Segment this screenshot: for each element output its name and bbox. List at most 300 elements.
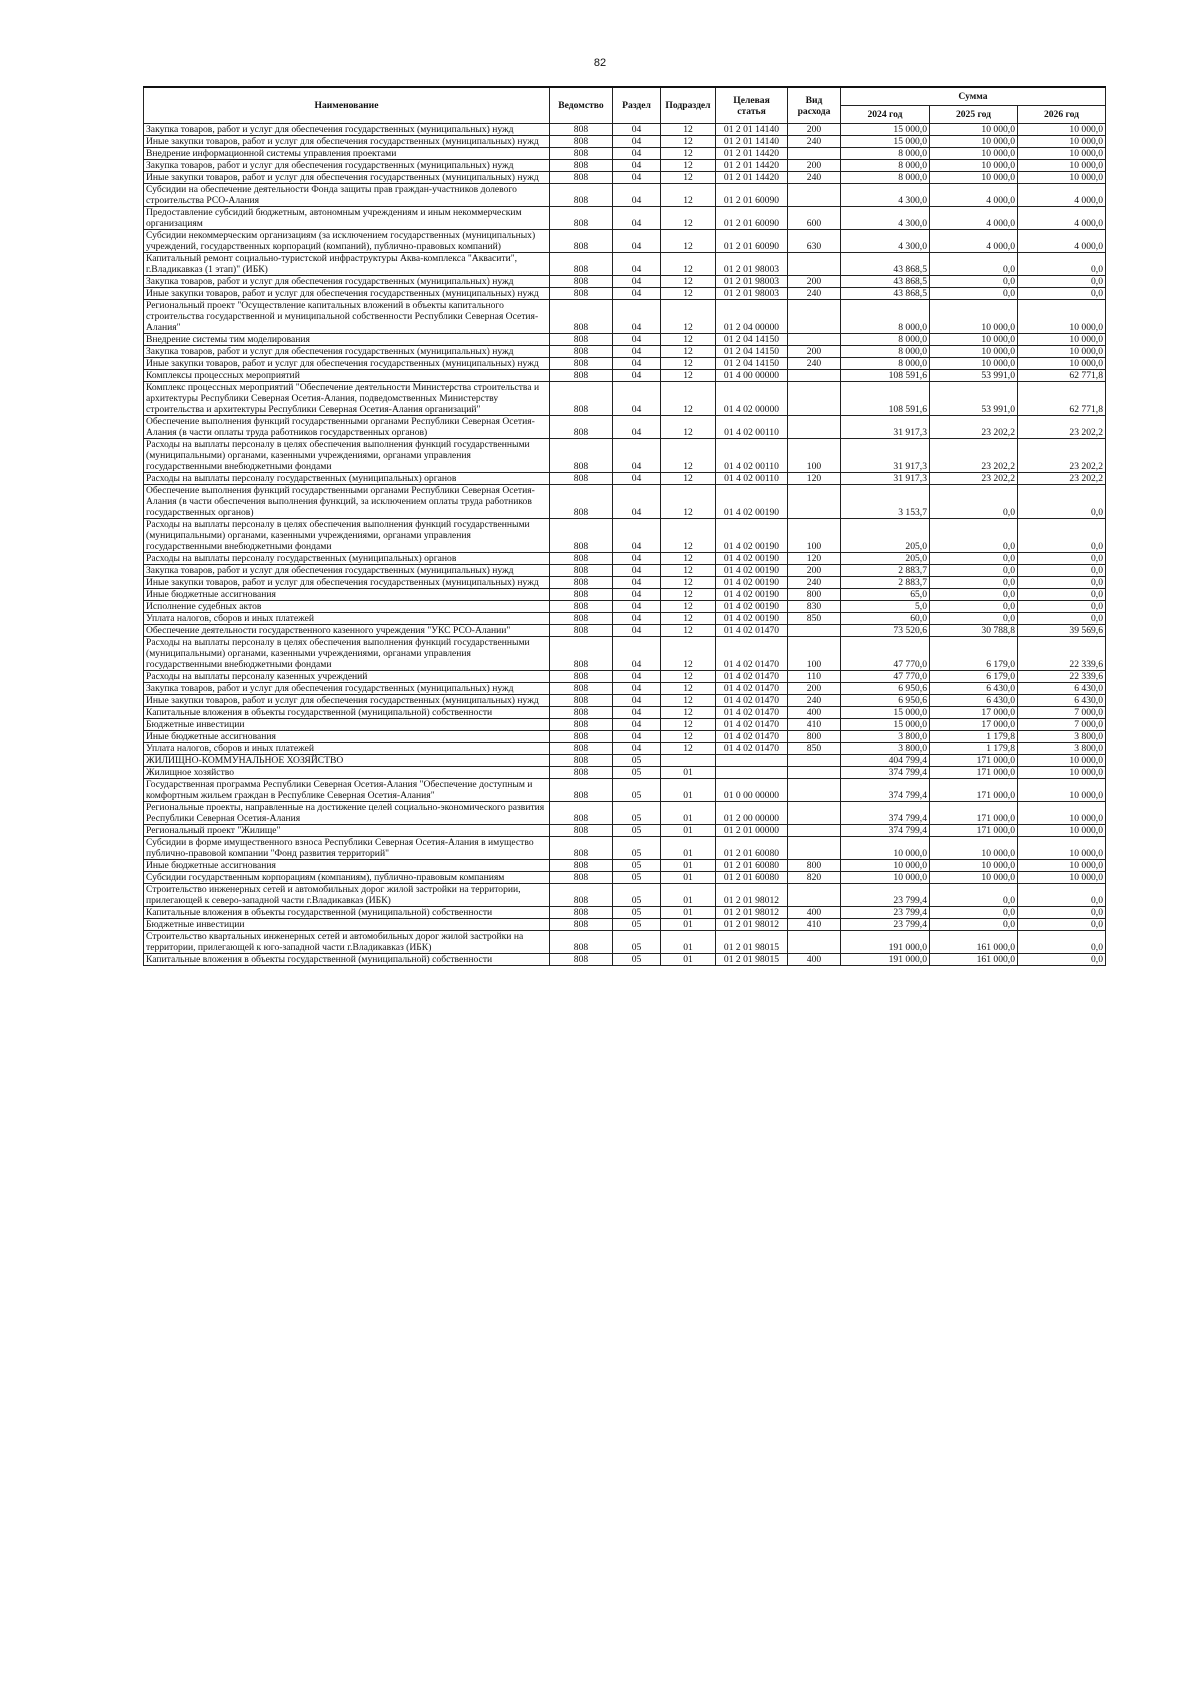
cell-target: 01 4 02 00000 bbox=[716, 382, 788, 416]
table-row bbox=[144, 695, 1106, 707]
cell-dept: 808 bbox=[550, 755, 613, 767]
cell-2025: 171 000,0 bbox=[930, 767, 1018, 779]
cell-subsection: 12 bbox=[661, 207, 716, 230]
cell-target: 01 4 02 00190 bbox=[716, 553, 788, 565]
cell-2025: 10 000,0 bbox=[930, 160, 1018, 172]
cell-target: 01 2 01 60080 bbox=[716, 860, 788, 872]
cell-section: 04 bbox=[613, 565, 661, 577]
cell-dept: 808 bbox=[550, 802, 613, 825]
cell-subsection: 12 bbox=[661, 160, 716, 172]
cell-2026: 6 430,0 bbox=[1018, 695, 1106, 707]
cell-type bbox=[788, 370, 841, 382]
cell-subsection: 12 bbox=[661, 601, 716, 613]
cell-target: 01 2 04 14150 bbox=[716, 346, 788, 358]
cell-target: 01 4 02 00110 bbox=[716, 439, 788, 473]
cell-type: 800 bbox=[788, 589, 841, 601]
cell-type: 410 bbox=[788, 719, 841, 731]
cell-name: Иные бюджетные ассигнования bbox=[144, 860, 550, 872]
table-row bbox=[144, 872, 1106, 884]
cell-name: Закупка товаров, работ и услуг для обеспечения государственных (муниципальных) нужд bbox=[144, 276, 550, 288]
cell-subsection bbox=[661, 755, 716, 767]
cell-name: Иные бюджетные ассигнования bbox=[144, 589, 550, 601]
cell-dept: 808 bbox=[550, 837, 613, 860]
cell-2025: 6 179,0 bbox=[930, 637, 1018, 671]
cell-section: 04 bbox=[613, 370, 661, 382]
table-row bbox=[144, 613, 1106, 625]
cell-2025: 171 000,0 bbox=[930, 802, 1018, 825]
cell-section: 04 bbox=[613, 731, 661, 743]
table-row bbox=[144, 837, 1106, 860]
cell-dept: 808 bbox=[550, 872, 613, 884]
cell-subsection: 12 bbox=[661, 473, 716, 485]
cell-2024: 108 591,6 bbox=[841, 382, 930, 416]
cell-name: Обеспечение деятельности государственного казенного учреждения "УКС РСО-Алании" bbox=[144, 625, 550, 637]
cell-type bbox=[788, 755, 841, 767]
cell-2026: 0,0 bbox=[1018, 919, 1106, 931]
table-row bbox=[144, 124, 1106, 136]
cell-2024: 43 868,5 bbox=[841, 253, 930, 276]
cell-2024: 374 799,4 bbox=[841, 779, 930, 802]
cell-2024: 5,0 bbox=[841, 601, 930, 613]
cell-2024: 73 520,6 bbox=[841, 625, 930, 637]
cell-2024: 8 000,0 bbox=[841, 160, 930, 172]
cell-target: 01 2 01 60090 bbox=[716, 230, 788, 253]
cell-section: 04 bbox=[613, 671, 661, 683]
cell-2024: 2 883,7 bbox=[841, 565, 930, 577]
cell-2026: 10 000,0 bbox=[1018, 334, 1106, 346]
table-row bbox=[144, 148, 1106, 160]
cell-type: 240 bbox=[788, 358, 841, 370]
cell-2025: 10 000,0 bbox=[930, 346, 1018, 358]
cell-2026: 0,0 bbox=[1018, 589, 1106, 601]
cell-target: 01 4 02 00190 bbox=[716, 589, 788, 601]
cell-dept: 808 bbox=[550, 346, 613, 358]
cell-2024: 8 000,0 bbox=[841, 172, 930, 184]
cell-dept: 808 bbox=[550, 253, 613, 276]
cell-dept: 808 bbox=[550, 860, 613, 872]
cell-2026: 62 771,8 bbox=[1018, 382, 1106, 416]
cell-name: Капитальные вложения в объекты государственной (муниципальной) собственности bbox=[144, 907, 550, 919]
cell-2025: 10 000,0 bbox=[930, 300, 1018, 334]
cell-target: 01 4 02 00190 bbox=[716, 613, 788, 625]
cell-2025: 53 991,0 bbox=[930, 382, 1018, 416]
cell-2026: 10 000,0 bbox=[1018, 802, 1106, 825]
cell-dept: 808 bbox=[550, 671, 613, 683]
cell-type: 200 bbox=[788, 346, 841, 358]
cell-type: 200 bbox=[788, 160, 841, 172]
cell-2025: 10 000,0 bbox=[930, 837, 1018, 860]
table-row bbox=[144, 779, 1106, 802]
cell-subsection: 12 bbox=[661, 439, 716, 473]
cell-type: 400 bbox=[788, 907, 841, 919]
cell-2024: 8 000,0 bbox=[841, 300, 930, 334]
cell-name: Иные закупки товаров, работ и услуг для обеспечения государственных (муниципальных) нужд bbox=[144, 358, 550, 370]
cell-dept: 808 bbox=[550, 358, 613, 370]
cell-2025: 0,0 bbox=[930, 601, 1018, 613]
cell-2024: 31 917,3 bbox=[841, 416, 930, 439]
cell-name: Субсидии государственным корпорациям (компаниям), публично-правовым компаниям bbox=[144, 872, 550, 884]
cell-type: 240 bbox=[788, 288, 841, 300]
cell-target: 01 2 01 98015 bbox=[716, 954, 788, 966]
cell-type: 800 bbox=[788, 731, 841, 743]
cell-target: 01 4 02 01470 bbox=[716, 625, 788, 637]
cell-type: 120 bbox=[788, 473, 841, 485]
table-row bbox=[144, 577, 1106, 589]
table-row bbox=[144, 565, 1106, 577]
cell-name: Расходы на выплаты персоналу в целях обеспечения выполнения функций государственными (муниципальными) органами, казенными учреждениями, органами управления государственными внебюджетными фондами bbox=[144, 519, 550, 553]
cell-name: Субсидии на обеспечение деятельности Фонда защиты прав граждан-участников долевого строительства РСО-Алания bbox=[144, 184, 550, 207]
table-row bbox=[144, 276, 1106, 288]
cell-type: 240 bbox=[788, 136, 841, 148]
cell-target: 01 2 01 98012 bbox=[716, 919, 788, 931]
cell-subsection: 01 bbox=[661, 825, 716, 837]
cell-section: 04 bbox=[613, 288, 661, 300]
cell-name: Иные бюджетные ассигнования bbox=[144, 731, 550, 743]
cell-dept: 808 bbox=[550, 124, 613, 136]
header-year-2024: 2024 год bbox=[841, 106, 930, 124]
table-row bbox=[144, 230, 1106, 253]
cell-section: 04 bbox=[613, 589, 661, 601]
cell-2024: 374 799,4 bbox=[841, 802, 930, 825]
cell-type bbox=[788, 382, 841, 416]
cell-dept: 808 bbox=[550, 370, 613, 382]
cell-2026: 10 000,0 bbox=[1018, 358, 1106, 370]
cell-target: 01 2 01 14420 bbox=[716, 148, 788, 160]
cell-2026: 0,0 bbox=[1018, 565, 1106, 577]
cell-2025: 0,0 bbox=[930, 919, 1018, 931]
cell-subsection: 12 bbox=[661, 625, 716, 637]
cell-type bbox=[788, 416, 841, 439]
cell-section: 04 bbox=[613, 346, 661, 358]
cell-2026: 3 800,0 bbox=[1018, 743, 1106, 755]
cell-section: 04 bbox=[613, 136, 661, 148]
cell-type bbox=[788, 300, 841, 334]
cell-2024: 43 868,5 bbox=[841, 276, 930, 288]
cell-section: 04 bbox=[613, 683, 661, 695]
cell-subsection: 12 bbox=[661, 253, 716, 276]
cell-section: 04 bbox=[613, 276, 661, 288]
cell-2026: 6 430,0 bbox=[1018, 683, 1106, 695]
cell-name: Жилищное хозяйство bbox=[144, 767, 550, 779]
cell-name: ЖИЛИЩНО-КОММУНАЛЬНОЕ ХОЗЯЙСТВО bbox=[144, 755, 550, 767]
cell-2024: 374 799,4 bbox=[841, 825, 930, 837]
cell-2026: 22 339,6 bbox=[1018, 671, 1106, 683]
cell-section: 05 bbox=[613, 860, 661, 872]
cell-type: 600 bbox=[788, 207, 841, 230]
cell-type bbox=[788, 767, 841, 779]
cell-target: 01 4 02 01470 bbox=[716, 695, 788, 707]
cell-dept: 808 bbox=[550, 207, 613, 230]
cell-dept: 808 bbox=[550, 334, 613, 346]
cell-section: 05 bbox=[613, 907, 661, 919]
cell-target: 01 2 01 60090 bbox=[716, 184, 788, 207]
cell-subsection: 12 bbox=[661, 637, 716, 671]
cell-type: 100 bbox=[788, 637, 841, 671]
table-row bbox=[144, 253, 1106, 276]
cell-dept: 808 bbox=[550, 743, 613, 755]
cell-2025: 0,0 bbox=[930, 276, 1018, 288]
cell-target: 01 2 04 14150 bbox=[716, 358, 788, 370]
cell-2025: 0,0 bbox=[930, 553, 1018, 565]
cell-2026: 0,0 bbox=[1018, 954, 1106, 966]
cell-2024: 3 153,7 bbox=[841, 485, 930, 519]
cell-section: 04 bbox=[613, 625, 661, 637]
cell-target: 01 2 01 98015 bbox=[716, 931, 788, 954]
cell-2026: 0,0 bbox=[1018, 276, 1106, 288]
cell-2026: 10 000,0 bbox=[1018, 872, 1106, 884]
cell-subsection: 12 bbox=[661, 613, 716, 625]
cell-section: 04 bbox=[613, 485, 661, 519]
table-row bbox=[144, 884, 1106, 907]
cell-subsection: 01 bbox=[661, 802, 716, 825]
cell-2025: 0,0 bbox=[930, 907, 1018, 919]
cell-2024: 3 800,0 bbox=[841, 743, 930, 755]
table-row bbox=[144, 334, 1106, 346]
cell-2026: 10 000,0 bbox=[1018, 136, 1106, 148]
cell-subsection: 01 bbox=[661, 767, 716, 779]
table-row bbox=[144, 553, 1106, 565]
cell-type: 110 bbox=[788, 671, 841, 683]
cell-section: 04 bbox=[613, 416, 661, 439]
cell-2026: 10 000,0 bbox=[1018, 767, 1106, 779]
cell-type bbox=[788, 334, 841, 346]
cell-2025: 6 430,0 bbox=[930, 695, 1018, 707]
cell-2026: 3 800,0 bbox=[1018, 731, 1106, 743]
cell-2024: 31 917,3 bbox=[841, 439, 930, 473]
cell-name: Комплекс процессных мероприятий "Обеспечение деятельности Министерства строительства и архитектуры Республики Северная Осетия-Алания, подведомственных Министерству строительства и архитектуры Республики Северная Осетия-Алания организаций" bbox=[144, 382, 550, 416]
cell-target: 01 2 01 98003 bbox=[716, 276, 788, 288]
cell-type: 100 bbox=[788, 519, 841, 553]
cell-2025: 4 000,0 bbox=[930, 207, 1018, 230]
cell-name: Расходы на выплаты персоналу в целях обеспечения выполнения функций государственными (муниципальными) органами, казенными учреждениями, органами управления государственными внебюджетными фондами bbox=[144, 637, 550, 671]
cell-name: Обеспечение выполнения функций государственными органами Республики Северная Осетия-Алания (в части обеспечения выполнения функций, за исключением оплаты труда работников государственных органов) bbox=[144, 485, 550, 519]
cell-2024: 15 000,0 bbox=[841, 707, 930, 719]
cell-name: Закупка товаров, работ и услуг для обеспечения государственных (муниципальных) нужд bbox=[144, 683, 550, 695]
cell-target bbox=[716, 767, 788, 779]
cell-type: 240 bbox=[788, 577, 841, 589]
cell-subsection: 12 bbox=[661, 184, 716, 207]
cell-name: Капитальный ремонт социально-туристской инфраструктуры Аква-комплекса "Аквасити", г.Владикавказ (1 этап)" (ИБК) bbox=[144, 253, 550, 276]
cell-2025: 30 788,8 bbox=[930, 625, 1018, 637]
cell-2024: 108 591,6 bbox=[841, 370, 930, 382]
table-row bbox=[144, 589, 1106, 601]
cell-type bbox=[788, 825, 841, 837]
cell-name: Расходы на выплаты персоналу казенных учреждений bbox=[144, 671, 550, 683]
cell-subsection: 12 bbox=[661, 230, 716, 253]
cell-target: 01 4 00 00000 bbox=[716, 370, 788, 382]
cell-name: Государственная программа Республики Северная Осетия-Алания "Обеспечение доступным и комфортным жильем граждан в Республике Северная Осетия-Алания" bbox=[144, 779, 550, 802]
table-row bbox=[144, 802, 1106, 825]
cell-2024: 8 000,0 bbox=[841, 358, 930, 370]
cell-section: 04 bbox=[613, 577, 661, 589]
table-row bbox=[144, 671, 1106, 683]
table-row bbox=[144, 160, 1106, 172]
cell-2025: 10 000,0 bbox=[930, 172, 1018, 184]
cell-target: 01 2 01 14420 bbox=[716, 172, 788, 184]
cell-subsection: 12 bbox=[661, 416, 716, 439]
cell-dept: 808 bbox=[550, 719, 613, 731]
cell-2024: 10 000,0 bbox=[841, 860, 930, 872]
cell-dept: 808 bbox=[550, 519, 613, 553]
cell-subsection: 12 bbox=[661, 346, 716, 358]
table-row bbox=[144, 907, 1106, 919]
cell-section: 04 bbox=[613, 719, 661, 731]
cell-2025: 161 000,0 bbox=[930, 954, 1018, 966]
header-year-2025: 2025 год bbox=[930, 106, 1018, 124]
cell-subsection: 12 bbox=[661, 370, 716, 382]
cell-name: Комплексы процессных мероприятий bbox=[144, 370, 550, 382]
cell-section: 05 bbox=[613, 767, 661, 779]
cell-name: Субсидии в форме имущественного взноса Республики Северная Осетия-Алания в имущество публично-правовой компании "Фонд развития территорий" bbox=[144, 837, 550, 860]
cell-2025: 4 000,0 bbox=[930, 230, 1018, 253]
cell-subsection: 01 bbox=[661, 860, 716, 872]
cell-2024: 2 883,7 bbox=[841, 577, 930, 589]
cell-subsection: 12 bbox=[661, 577, 716, 589]
cell-target: 01 2 01 14140 bbox=[716, 124, 788, 136]
cell-name: Закупка товаров, работ и услуг для обеспечения государственных (муниципальных) нужд bbox=[144, 346, 550, 358]
cell-target: 01 2 01 60090 bbox=[716, 207, 788, 230]
cell-section: 04 bbox=[613, 300, 661, 334]
cell-subsection: 12 bbox=[661, 707, 716, 719]
cell-dept: 808 bbox=[550, 136, 613, 148]
cell-dept: 808 bbox=[550, 553, 613, 565]
cell-section: 04 bbox=[613, 601, 661, 613]
cell-dept: 808 bbox=[550, 767, 613, 779]
cell-2024: 4 300,0 bbox=[841, 207, 930, 230]
table-row bbox=[144, 825, 1106, 837]
cell-type: 400 bbox=[788, 707, 841, 719]
cell-2024: 6 950,6 bbox=[841, 683, 930, 695]
cell-2024: 191 000,0 bbox=[841, 954, 930, 966]
cell-target: 01 2 01 98012 bbox=[716, 884, 788, 907]
cell-2025: 23 202,2 bbox=[930, 416, 1018, 439]
cell-type: 240 bbox=[788, 695, 841, 707]
cell-dept: 808 bbox=[550, 695, 613, 707]
cell-section: 04 bbox=[613, 124, 661, 136]
cell-2026: 10 000,0 bbox=[1018, 300, 1106, 334]
cell-2024: 31 917,3 bbox=[841, 473, 930, 485]
cell-2026: 4 000,0 bbox=[1018, 230, 1106, 253]
cell-section: 05 bbox=[613, 825, 661, 837]
table-row bbox=[144, 370, 1106, 382]
cell-2025: 0,0 bbox=[930, 565, 1018, 577]
cell-2024: 205,0 bbox=[841, 553, 930, 565]
cell-2026: 10 000,0 bbox=[1018, 346, 1106, 358]
cell-target: 01 4 02 01470 bbox=[716, 743, 788, 755]
cell-type: 630 bbox=[788, 230, 841, 253]
cell-2025: 6 430,0 bbox=[930, 683, 1018, 695]
table-row bbox=[144, 485, 1106, 519]
cell-subsection: 12 bbox=[661, 172, 716, 184]
cell-2026: 7 000,0 bbox=[1018, 719, 1106, 731]
cell-2025: 17 000,0 bbox=[930, 719, 1018, 731]
cell-dept: 808 bbox=[550, 601, 613, 613]
cell-type: 800 bbox=[788, 860, 841, 872]
table-row bbox=[144, 637, 1106, 671]
cell-target: 01 2 01 14140 bbox=[716, 136, 788, 148]
header-type: Вид расхода bbox=[788, 87, 841, 124]
cell-section: 04 bbox=[613, 172, 661, 184]
cell-type: 100 bbox=[788, 439, 841, 473]
cell-2024: 10 000,0 bbox=[841, 837, 930, 860]
cell-target: 01 2 01 60080 bbox=[716, 872, 788, 884]
cell-type bbox=[788, 837, 841, 860]
cell-2024: 4 300,0 bbox=[841, 230, 930, 253]
budget-table bbox=[143, 86, 1106, 966]
table-row bbox=[144, 767, 1106, 779]
cell-2025: 0,0 bbox=[930, 613, 1018, 625]
cell-subsection: 12 bbox=[661, 553, 716, 565]
cell-type bbox=[788, 184, 841, 207]
cell-name: Региональные проекты, направленные на достижение целей социально-экономического развития Республики Северная Осетия-Алания bbox=[144, 802, 550, 825]
cell-type bbox=[788, 779, 841, 802]
cell-name: Обеспечение выполнения функций государственными органами Республики Северная Осетия-Алания (в части оплаты труда работников государственных органов) bbox=[144, 416, 550, 439]
header-subsection: Подраздел bbox=[661, 87, 716, 124]
cell-2026: 10 000,0 bbox=[1018, 779, 1106, 802]
table-row bbox=[144, 931, 1106, 954]
cell-dept: 808 bbox=[550, 707, 613, 719]
cell-subsection: 01 bbox=[661, 931, 716, 954]
cell-type: 240 bbox=[788, 172, 841, 184]
cell-2026: 0,0 bbox=[1018, 931, 1106, 954]
cell-name: Расходы на выплаты персоналу государственных (муниципальных) органов bbox=[144, 473, 550, 485]
cell-dept: 808 bbox=[550, 485, 613, 519]
cell-section: 04 bbox=[613, 207, 661, 230]
cell-2024: 4 300,0 bbox=[841, 184, 930, 207]
cell-name: Расходы на выплаты персоналу государственных (муниципальных) органов bbox=[144, 553, 550, 565]
table-row bbox=[144, 519, 1106, 553]
cell-2026: 10 000,0 bbox=[1018, 825, 1106, 837]
cell-subsection: 01 bbox=[661, 919, 716, 931]
cell-2025: 10 000,0 bbox=[930, 358, 1018, 370]
cell-name: Иные закупки товаров, работ и услуг для обеспечения государственных (муниципальных) нужд bbox=[144, 288, 550, 300]
cell-2024: 10 000,0 bbox=[841, 872, 930, 884]
table-row bbox=[144, 860, 1106, 872]
table-row bbox=[144, 300, 1106, 334]
cell-2025: 0,0 bbox=[930, 884, 1018, 907]
cell-2026: 7 000,0 bbox=[1018, 707, 1106, 719]
table-row bbox=[144, 288, 1106, 300]
header-sum: Сумма bbox=[841, 87, 1106, 106]
cell-dept: 808 bbox=[550, 276, 613, 288]
cell-target: 01 4 02 00190 bbox=[716, 565, 788, 577]
cell-section: 04 bbox=[613, 148, 661, 160]
cell-name: Иные закупки товаров, работ и услуг для обеспечения государственных (муниципальных) нужд bbox=[144, 136, 550, 148]
cell-type bbox=[788, 802, 841, 825]
cell-type: 200 bbox=[788, 276, 841, 288]
cell-dept: 808 bbox=[550, 416, 613, 439]
cell-section: 05 bbox=[613, 919, 661, 931]
cell-2026: 0,0 bbox=[1018, 553, 1106, 565]
cell-2025: 1 179,8 bbox=[930, 743, 1018, 755]
table-row bbox=[144, 743, 1106, 755]
cell-section: 04 bbox=[613, 695, 661, 707]
cell-dept: 808 bbox=[550, 577, 613, 589]
cell-subsection: 01 bbox=[661, 837, 716, 860]
cell-2025: 17 000,0 bbox=[930, 707, 1018, 719]
cell-subsection: 12 bbox=[661, 300, 716, 334]
cell-name: Исполнение судебных актов bbox=[144, 601, 550, 613]
cell-dept: 808 bbox=[550, 148, 613, 160]
table-row bbox=[144, 473, 1106, 485]
cell-name: Строительство инженерных сетей и автомобильных дорог жилой застройки на территории, прилегающей к северо-западной части г.Владикавказ (ИБК) bbox=[144, 884, 550, 907]
cell-subsection: 12 bbox=[661, 148, 716, 160]
cell-dept: 808 bbox=[550, 230, 613, 253]
cell-section: 05 bbox=[613, 802, 661, 825]
cell-2025: 0,0 bbox=[930, 253, 1018, 276]
cell-subsection: 12 bbox=[661, 358, 716, 370]
cell-section: 04 bbox=[613, 707, 661, 719]
